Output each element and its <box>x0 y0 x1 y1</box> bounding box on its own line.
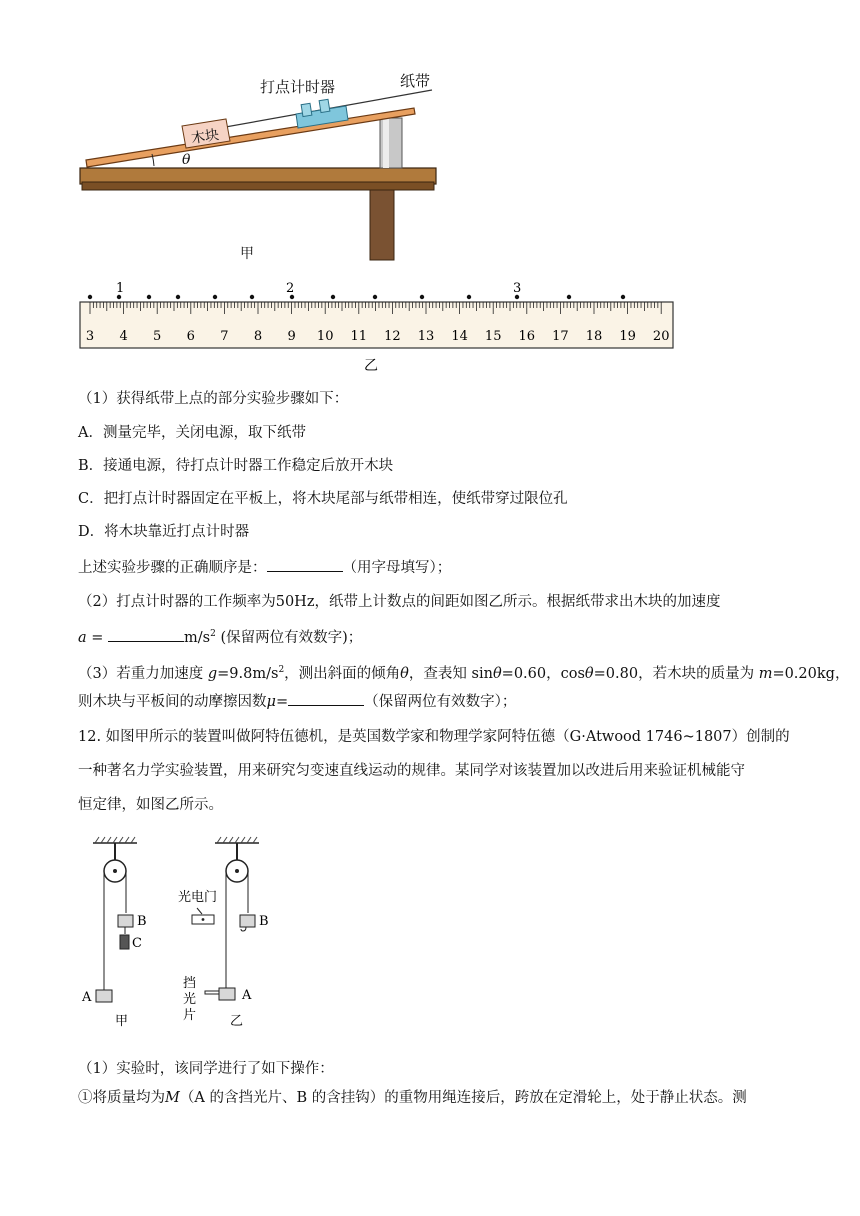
mass-c <box>120 935 129 949</box>
var-M: M <box>165 1090 180 1106</box>
ruler-number: 8 <box>253 329 263 344</box>
q3-part: =9.8m/s <box>217 665 279 682</box>
q3-line1 <box>78 660 849 684</box>
label-timer: 打点计时器 <box>260 78 336 96</box>
label-gate: 光电门 <box>178 890 218 905</box>
q3-part: =0.20kg， <box>772 665 850 682</box>
mass-a-yi <box>219 988 235 1000</box>
caption-atwood-jia: 甲 <box>115 1014 129 1029</box>
ruler-number: 7 <box>220 329 229 344</box>
ruler-number: 16 <box>518 329 536 344</box>
tape-dot <box>467 295 471 299</box>
ruler-number: 6 <box>186 329 195 344</box>
q12-line2: 一种著名力学实验装置，用来研究匀变速直线运动的规律。某同学对该装置加以改进后用来验证机械能守 <box>78 763 745 779</box>
label-tape: 纸带 <box>400 72 431 90</box>
ruler-number: 4 <box>119 329 128 344</box>
atwood-jia <box>81 837 147 1029</box>
label-flag-2: 光 <box>183 992 197 1007</box>
q12-sub1: （1）实验时，该同学进行了如下操作： <box>78 1061 334 1077</box>
ruler-number: 11 <box>350 329 368 344</box>
mass-a-jia <box>96 990 112 1002</box>
tape-dot <box>621 295 625 299</box>
ruler-number: 17 <box>552 329 569 344</box>
q2-tail: (保留两位有效数字)； <box>215 629 363 646</box>
var-theta: θ <box>400 665 409 682</box>
tape-dots <box>88 295 625 299</box>
tape-dot <box>213 295 217 299</box>
order-prefix: 上述实验步骤的正确顺序是： <box>78 560 267 576</box>
ruler-number: 10 <box>316 329 334 344</box>
tape-dot <box>567 295 571 299</box>
tape-dot <box>176 295 180 299</box>
var-mu: μ <box>266 694 276 710</box>
ruler-number: 14 <box>451 329 468 344</box>
q2-line2 <box>78 624 362 648</box>
label-flag-1: 挡 <box>183 976 197 991</box>
q3-eq: = <box>275 694 289 710</box>
var-g: g <box>207 665 218 682</box>
var-theta: θ <box>492 665 502 682</box>
tape-dot <box>250 295 254 299</box>
label-a-yi: A <box>242 988 252 1003</box>
q3-line2 <box>78 691 516 712</box>
order-question <box>78 557 451 578</box>
q12-op1-pre: ①将质量均为 <box>78 1090 165 1106</box>
label-b-jia: B <box>137 914 147 929</box>
q3-part: ，测出斜面的倾角 <box>284 665 401 682</box>
ruler-body <box>80 302 673 348</box>
table-leg <box>370 190 394 260</box>
step-a: A．测量完毕，关闭电源，取下纸带 <box>78 425 306 441</box>
q12-op1 <box>78 1088 747 1108</box>
answer-blank-mu[interactable] <box>288 691 364 706</box>
ruler-number: 13 <box>417 329 435 344</box>
q3-part: =0.60，cos <box>501 665 585 682</box>
figure-incline <box>70 60 470 275</box>
ruler-number: 3 <box>85 329 95 344</box>
tape-dot <box>147 295 151 299</box>
label-block: 木块 <box>190 127 221 148</box>
q12-op1-suf: （A 的含挡光片、B 的含挂钩）的重物用绳连接后，跨放在定滑轮上，处于静止状态。测 <box>179 1090 747 1106</box>
count-label-3: 3 <box>513 281 522 296</box>
ruler-number: 20 <box>652 329 670 344</box>
q3-part: （3）若重力加速度 <box>78 665 208 682</box>
caption-jia: 甲 <box>240 246 254 262</box>
label-flag-3: 片 <box>183 1008 197 1023</box>
ruler-number: 15 <box>484 329 502 344</box>
q2-exp: 2 <box>210 629 216 639</box>
q3-part: ，查表知 sin <box>408 665 493 682</box>
order-suffix: （用字母填写）； <box>342 560 452 576</box>
q12-line3: 恒定律，如图乙所示。 <box>78 797 223 813</box>
tape-dot <box>331 295 335 299</box>
flag-plate <box>205 991 219 994</box>
tape-dot <box>373 295 377 299</box>
label-theta: θ <box>182 152 191 168</box>
caption-yi: 乙 <box>364 358 378 374</box>
tape-dot <box>420 295 424 299</box>
q3-exp: 2 <box>278 665 285 675</box>
var-m: m <box>758 665 773 682</box>
var-theta: θ <box>584 665 594 682</box>
answer-blank-accel[interactable] <box>108 627 184 642</box>
answer-blank-order[interactable] <box>267 557 343 572</box>
q1-intro: （1）获得纸带上点的部分实验步骤如下： <box>78 391 349 407</box>
tape-dot <box>88 295 92 299</box>
count-label-2: 2 <box>286 281 295 296</box>
step-d: D．将木块靠近打点计时器 <box>78 524 250 540</box>
q12-line1: 12. 如图甲所示的装置叫做阿特伍德机，是英国数学家和物理学家阿特伍德（G·Atwood 1746~1807）创制的 <box>78 729 790 745</box>
ruler-number: 9 <box>287 329 296 344</box>
q2-eq: = <box>86 629 109 646</box>
step-b: B．接通电源，待打点计时器工作稳定后放开木块 <box>78 458 394 474</box>
q2-unit: m/s <box>184 629 211 646</box>
q3-part: =0.80，若木块的质量为 <box>593 665 759 682</box>
q3-line2-suf: （保留两位有效数字）； <box>364 694 517 710</box>
label-b-yi: B <box>259 914 269 929</box>
step-c: C．把打点计时器固定在平板上，将木块尾部与纸带相连，使纸带穿过限位孔 <box>78 491 568 507</box>
count-label-1: 1 <box>116 281 125 296</box>
var-a: a <box>78 629 87 646</box>
mass-b-jia <box>118 915 133 927</box>
q2-line1: （2）打点计时器的工作频率为50Hz，纸带上计数点的间距如图乙所示。根据纸带求出木块的加速度 <box>78 594 721 610</box>
incline-board <box>86 108 415 167</box>
mass-b-yi <box>240 915 255 927</box>
caption-atwood-yi: 乙 <box>230 1014 244 1029</box>
ruler-number: 5 <box>153 329 162 344</box>
figure-atwood <box>75 835 295 1035</box>
ruler-number: 12 <box>384 329 401 344</box>
label-a-jia: A <box>82 990 92 1005</box>
ruler-number: 18 <box>585 329 603 344</box>
figure-ruler <box>70 276 690 376</box>
q3-line2-pre: 则木块与平板间的动摩擦因数 <box>78 694 267 710</box>
label-c: C <box>132 936 142 951</box>
ruler-number: 19 <box>619 329 636 344</box>
atwood-yi <box>178 837 269 1029</box>
